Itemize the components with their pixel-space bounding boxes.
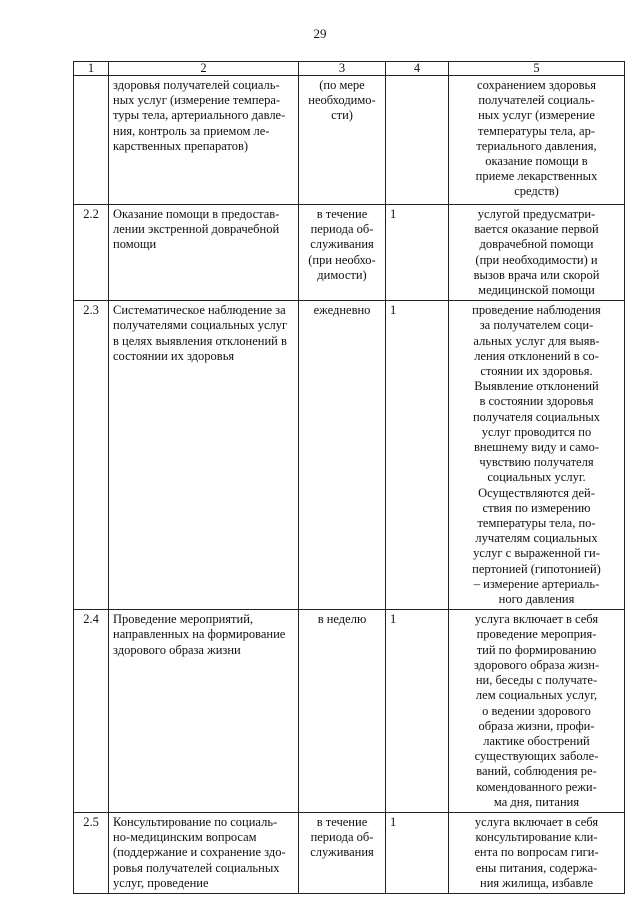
service-name-cell: Оказание помощи в предостав- лении экстренной доврачебной помощи: [109, 205, 299, 301]
table-header-row: [74, 62, 625, 76]
description-cell: услуга включает в себя консультирование кли- ента по вопросам гиги- ены питания, содержа- ния жилища, избавле: [449, 812, 625, 893]
column-header: 3: [299, 62, 386, 76]
frequency-cell: в течение периода об- служивания (при необхо- димости): [299, 205, 386, 301]
table-row: [74, 76, 625, 205]
service-name-cell: здоровья получателей социаль- ных услуг (измерение темпера- туры тела, артериального давле- ния, контроль за приемом ле- карственных препаратов): [109, 76, 299, 205]
table-row: [74, 301, 625, 610]
column-header: 1: [74, 62, 109, 76]
units-cell: 1: [386, 301, 449, 610]
frequency-cell: ежедневно: [299, 301, 386, 610]
row-number-cell: 2.5: [74, 812, 109, 893]
column-header: 4: [386, 62, 449, 76]
service-name-cell: Систематическое наблюдение за получателями социальных услуг в целях выявления отклонений в состоянии их здоровья: [109, 301, 299, 610]
frequency-cell: (по мере необходимо- сти): [299, 76, 386, 205]
description-cell: проведение наблюдения за получателем соци- альных услуг для выяв- ления отклонений в со- стоянии их здоровья. Выявление отклонений в состоянии здоровья получателя социальных услуг проводится по внешнему виду и само- чувствию получателя социальных услуг. Осуществляются дей- ствия по измерению температуры тела, по- лучателям социальных услуг с выраженной ги- пертонией (гипотонией) – измерение артериаль- ного давления: [449, 301, 625, 610]
page-number: 29: [313, 26, 327, 41]
units-cell: 1: [386, 610, 449, 813]
column-header: 5: [449, 62, 625, 76]
units-cell: [386, 76, 449, 205]
frequency-cell: в неделю: [299, 610, 386, 813]
table-row: [74, 812, 625, 893]
column-header: 2: [109, 62, 299, 76]
row-number-cell: [74, 76, 109, 205]
description-cell: услуга включает в себя проведение мероприя- тий по формированию здорового образа жизн- ни, беседы с получате- лем социальных услуг, о ведении здорового образа жизни, профи- лактике обострений существующих заболе- ваний, соблюдения ре- комендованного режи- ма дня, питания: [449, 610, 625, 813]
service-name-cell: Консультирование по социаль- но-медицинским вопросам (поддержание и сохранение здо- ровья получателей социальных услуг, проведение: [109, 812, 299, 893]
services-table: [73, 61, 625, 894]
table-row: [74, 205, 625, 301]
frequency-cell: в течение периода об- служивания: [299, 812, 386, 893]
units-cell: 1: [386, 205, 449, 301]
description-cell: услугой предусматри- вается оказание первой доврачебной помощи (при необходимости) и вызов врача или скорой медицинской помощи: [449, 205, 625, 301]
row-number-cell: 2.3: [74, 301, 109, 610]
row-number-cell: 2.2: [74, 205, 109, 301]
table-row: [74, 610, 625, 813]
description-cell: сохранением здоровья получателей социаль- ных услуг (измерение температуры тела, ар- териального давления, оказание помощи в приеме лекарственных средств): [449, 76, 625, 205]
row-number-cell: 2.4: [74, 610, 109, 813]
units-cell: 1: [386, 812, 449, 893]
service-name-cell: Проведение мероприятий, направленных на формирование здорового образа жизни: [109, 610, 299, 813]
